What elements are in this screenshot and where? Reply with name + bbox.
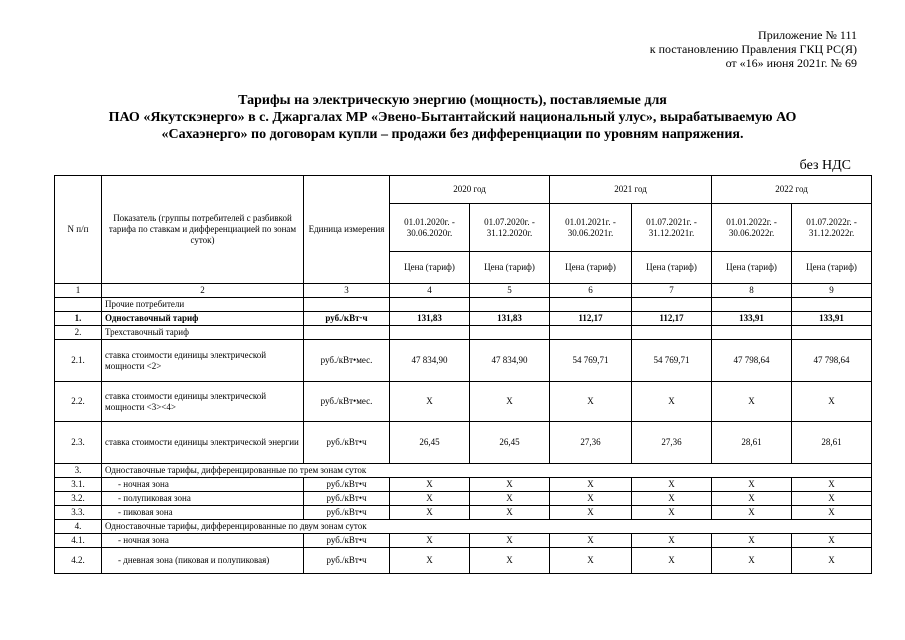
header-price: Цена (тариф): [792, 252, 872, 284]
col-number: 1: [55, 284, 102, 298]
row-value: X: [792, 534, 872, 548]
header-period: 01.07.2022г. - 31.12.2022г.: [792, 204, 872, 252]
row-num: 2.: [55, 326, 102, 340]
table-row: [55, 492, 872, 506]
header-period: 01.07.2020г. - 31.12.2020г.: [470, 204, 550, 252]
row-value: X: [390, 534, 470, 548]
row-value: X: [712, 478, 792, 492]
table-row: [55, 382, 872, 422]
row-value: 26,45: [470, 422, 550, 464]
table-row: [55, 298, 872, 312]
col-number: 9: [792, 284, 872, 298]
row-value: X: [792, 506, 872, 520]
row-value: 47 798,64: [712, 340, 792, 382]
row-value: X: [632, 492, 712, 506]
appendix-date: от «16» июня 2021г. № 69: [725, 56, 857, 70]
title-line-3: «Сахаэнерго» по договорам купли – продажи без дифференциации по уровням напряжения.: [161, 127, 744, 142]
row-value: 133,91: [792, 312, 872, 326]
row-label: ставка стоимости единицы электрической мощности <3><4>: [102, 382, 304, 422]
row-label: - полупиковая зона: [102, 492, 304, 506]
row-value: 47 834,90: [390, 340, 470, 382]
col-number: 6: [550, 284, 632, 298]
header-price: Цена (тариф): [390, 252, 470, 284]
row-value: X: [632, 506, 712, 520]
row-value: X: [550, 506, 632, 520]
row-value: 47 834,90: [470, 340, 550, 382]
title-line-1: Тарифы на электрическую энергию (мощность), поставляемые для: [238, 93, 667, 108]
table-row: [55, 548, 872, 574]
header-num: N п/п: [55, 176, 102, 284]
title-line-2: ПАО «Якутскэнерго» в с. Джаргалах МР «Эвено-Бытантайский национальный улус», вырабатываемую АО: [108, 110, 797, 125]
appendix-resolution: к постановлению Правления ГКЦ РС(Я): [649, 42, 857, 56]
table-row: [55, 340, 872, 382]
row-value: X: [632, 548, 712, 574]
header-period: 01.01.2020г. - 30.06.2020г.: [390, 204, 470, 252]
row-unit: руб./кВт•ч: [304, 492, 390, 506]
table-row: [55, 422, 872, 464]
row-unit: руб./кВт•мес.: [304, 382, 390, 422]
header-price: Цена (тариф): [550, 252, 632, 284]
row-value: 54 769,71: [550, 340, 632, 382]
row-value: X: [550, 492, 632, 506]
row-value: 28,61: [712, 422, 792, 464]
row-value: 112,17: [632, 312, 712, 326]
row-value: 47 798,64: [792, 340, 872, 382]
header-unit: Единица измерения: [304, 176, 390, 284]
appendix-number: Приложение № 111: [758, 28, 857, 42]
row-unit: руб./кВт•ч: [304, 534, 390, 548]
row-value: 131,83: [390, 312, 470, 326]
header-period: 01.01.2021г. - 30.06.2021г.: [550, 204, 632, 252]
row-num: 2.1.: [55, 340, 102, 382]
row-num: 3.: [55, 464, 102, 478]
row-unit: руб./кВт•ч: [304, 548, 390, 574]
row-value: X: [470, 506, 550, 520]
row-value: X: [470, 492, 550, 506]
row-value: X: [632, 534, 712, 548]
row-label: Одноставочные тарифы, дифференцированные по трем зонам суток: [102, 464, 872, 478]
row-value: X: [792, 548, 872, 574]
row-value: 133,91: [712, 312, 792, 326]
row-label: Одноставочный тариф: [102, 312, 304, 326]
table-row: [55, 520, 872, 534]
row-num: 3.2.: [55, 492, 102, 506]
row-value: 112,17: [550, 312, 632, 326]
row-value: X: [470, 382, 550, 422]
row-num: 2.3.: [55, 422, 102, 464]
row-value: X: [632, 478, 712, 492]
row-value: X: [470, 478, 550, 492]
header-price: Цена (тариф): [470, 252, 550, 284]
row-value: X: [712, 382, 792, 422]
row-value: X: [390, 548, 470, 574]
row-label: - ночная зона: [102, 534, 304, 548]
col-number: 5: [470, 284, 550, 298]
row-num: 2.2.: [55, 382, 102, 422]
row-value: X: [712, 492, 792, 506]
row-value: X: [792, 382, 872, 422]
row-value: X: [792, 478, 872, 492]
tariff-table: [54, 175, 872, 574]
column-numbers-row: [55, 284, 872, 298]
row-value: 26,45: [390, 422, 470, 464]
row-value: 27,36: [550, 422, 632, 464]
row-value: 54 769,71: [632, 340, 712, 382]
header-price: Цена (тариф): [712, 252, 792, 284]
row-value: X: [712, 534, 792, 548]
row-label: - ночная зона: [102, 478, 304, 492]
col-number: 8: [712, 284, 792, 298]
row-value: X: [712, 548, 792, 574]
row-label: ставка стоимости единицы электрической энергии: [102, 422, 304, 464]
col-number: 7: [632, 284, 712, 298]
row-label: Одноставочные тарифы, дифференцированные по двум зонам суток: [102, 520, 872, 534]
row-value: X: [550, 382, 632, 422]
row-num: 3.3.: [55, 506, 102, 520]
col-number: 3: [304, 284, 390, 298]
table-row: [55, 478, 872, 492]
row-num: 4.2.: [55, 548, 102, 574]
row-value: X: [792, 492, 872, 506]
table-row: [55, 326, 872, 340]
header-year-2020: 2020 год: [390, 176, 550, 204]
row-unit: руб./кВт•мес.: [304, 340, 390, 382]
row-value: X: [550, 534, 632, 548]
table-row: [55, 312, 872, 326]
row-value: 131,83: [470, 312, 550, 326]
row-value: X: [470, 548, 550, 574]
document-title: [60, 92, 845, 143]
row-unit: руб./кВт·ч: [304, 312, 390, 326]
row-label: ставка стоимости единицы электрической мощности <2>: [102, 340, 304, 382]
row-num: 1.: [55, 312, 102, 326]
col-number: 2: [102, 284, 304, 298]
row-label: Прочие потребители: [102, 298, 304, 312]
row-label: - дневная зона (пиковая и полупиковая): [102, 548, 304, 574]
row-value: X: [470, 534, 550, 548]
header-indicator: Показатель (группы потребителей с разбивкой тарифа по ставкам и дифференциацией по зонам суток): [102, 176, 304, 284]
header-period: 01.01.2022г. - 30.06.2022г.: [712, 204, 792, 252]
row-value: X: [390, 506, 470, 520]
row-value: X: [632, 382, 712, 422]
row-value: X: [390, 478, 470, 492]
row-label: Трехставочный тариф: [102, 326, 304, 340]
row-value: X: [712, 506, 792, 520]
row-num: 4.: [55, 520, 102, 534]
table-row: [55, 506, 872, 520]
table-row: [55, 464, 872, 478]
row-unit: руб./кВт•ч: [304, 506, 390, 520]
header-year-2022: 2022 год: [712, 176, 872, 204]
col-number: 4: [390, 284, 470, 298]
header-year-2021: 2021 год: [550, 176, 712, 204]
vat-note: без НДС: [799, 158, 851, 173]
appendix-reference: [650, 28, 857, 70]
header-price: Цена (тариф): [632, 252, 712, 284]
table-row: [55, 534, 872, 548]
row-value: X: [390, 492, 470, 506]
header-period: 01.07.2021г. - 31.12.2021г.: [632, 204, 712, 252]
row-label: - пиковая зона: [102, 506, 304, 520]
row-value: 28,61: [792, 422, 872, 464]
row-value: X: [390, 382, 470, 422]
row-value: X: [550, 478, 632, 492]
row-num: 4.1.: [55, 534, 102, 548]
row-unit: руб./кВт•ч: [304, 422, 390, 464]
row-value: X: [550, 548, 632, 574]
row-unit: руб./кВт•ч: [304, 478, 390, 492]
row-num: 3.1.: [55, 478, 102, 492]
row-value: 27,36: [632, 422, 712, 464]
